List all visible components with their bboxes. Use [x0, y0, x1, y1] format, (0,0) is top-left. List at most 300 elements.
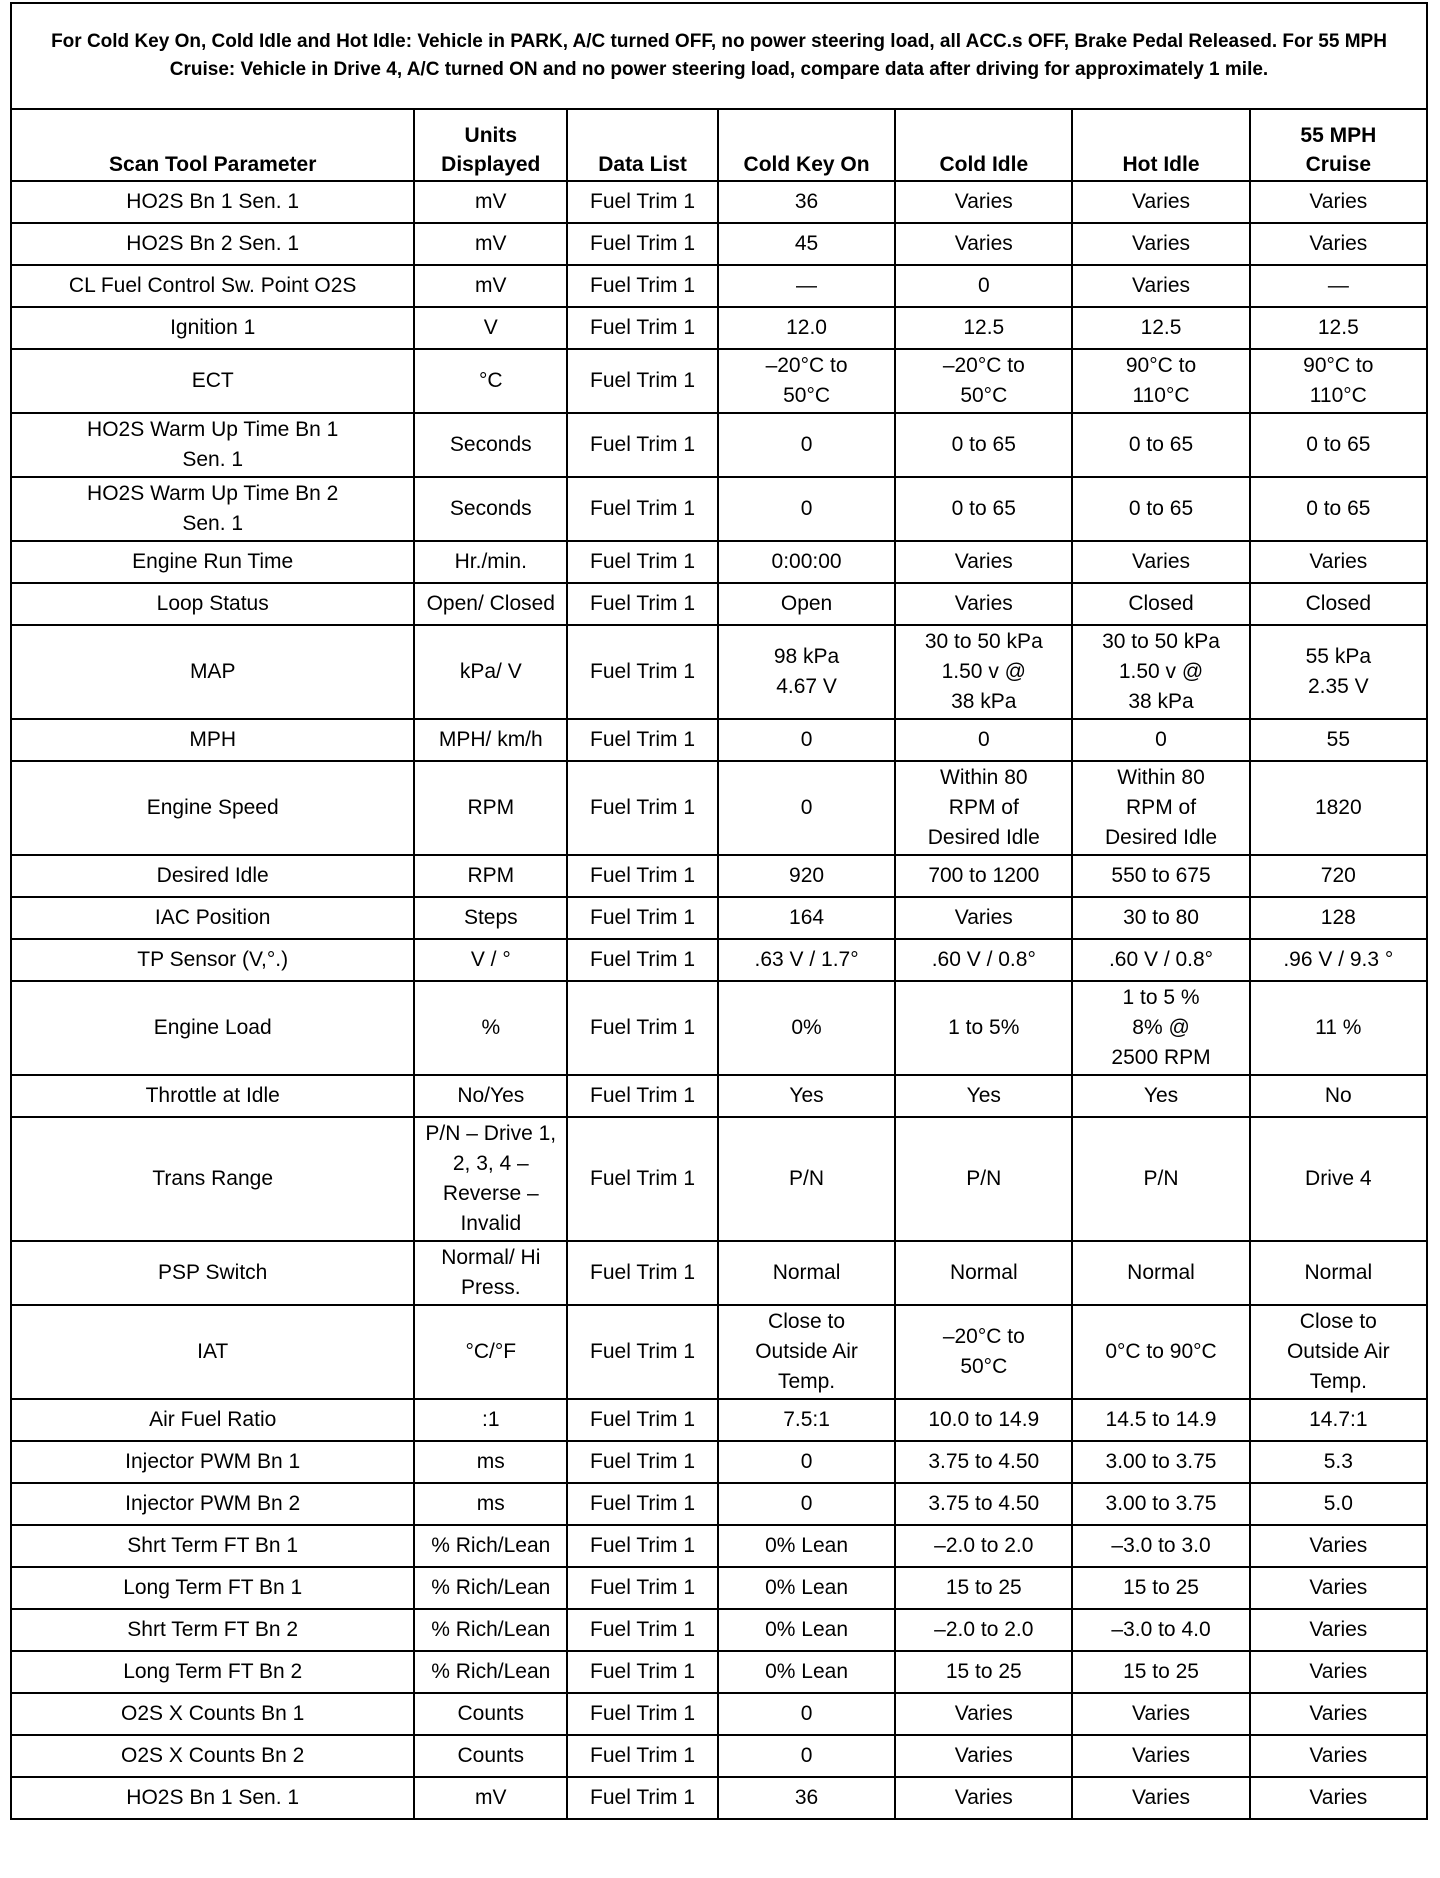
cell-text: 0	[800, 1702, 813, 1725]
cell-text: 15 to 25	[1123, 1576, 1199, 1599]
cell-text: Hr./min.	[454, 550, 527, 573]
cell-text: Fuel Trim 1	[590, 660, 696, 683]
cell-text: .60 V / 0.8°	[1108, 948, 1214, 971]
cell-data-list	[567, 761, 718, 855]
cell-text: Long Term FT Bn 1	[123, 1576, 303, 1599]
cell-cold-key-on	[718, 1117, 895, 1241]
cell-text: –2.0 to 2.0	[934, 1618, 1034, 1641]
cell-text: –20°C to 50°C	[942, 1325, 1025, 1378]
cell-text: 14.7:1	[1309, 1408, 1368, 1431]
cell-text: Varies	[1309, 190, 1368, 213]
cell-text: 0% Lean	[765, 1576, 848, 1599]
table-row	[11, 625, 1427, 719]
cell-units	[414, 1483, 567, 1525]
cell-cruise-55mph	[1250, 1651, 1427, 1693]
cell-data-list	[567, 477, 718, 541]
cell-cold-idle	[895, 1609, 1072, 1651]
cell-text: Fuel Trim 1	[590, 1576, 696, 1599]
cell-units	[414, 1399, 567, 1441]
cell-text: Fuel Trim 1	[590, 433, 696, 456]
cell-cold-key-on	[718, 1483, 895, 1525]
cell-data-list	[567, 1117, 718, 1241]
cell-text: Fuel Trim 1	[590, 592, 696, 615]
cell-text: –20°C to 50°C	[765, 354, 848, 407]
cell-text: –3.0 to 4.0	[1111, 1618, 1211, 1641]
cell-cold-key-on	[718, 349, 895, 413]
cell-text: Fuel Trim 1	[590, 550, 696, 573]
cell-cold-idle	[895, 939, 1072, 981]
cell-text: Engine Speed	[146, 796, 279, 819]
cell-parameter	[11, 719, 414, 761]
cell-units	[414, 1651, 567, 1693]
cell-cold-idle	[895, 1241, 1072, 1305]
cell-text: HO2S Warm Up Time Bn 2 Sen. 1	[87, 482, 339, 535]
cell-parameter	[11, 583, 414, 625]
cell-text: RPM	[467, 864, 515, 887]
cell-text: 15 to 25	[945, 1576, 1022, 1599]
cell-text: Closed	[1128, 592, 1194, 615]
cell-parameter	[11, 1651, 414, 1693]
cell-text: RPM	[467, 796, 515, 819]
cell-text: Varies	[954, 1786, 1013, 1809]
cell-text: 550 to 675	[1111, 864, 1211, 887]
cell-text: 14.5 to 14.9	[1105, 1408, 1217, 1431]
cell-units	[414, 541, 567, 583]
cell-text: HO2S Bn 2 Sen. 1	[126, 232, 300, 255]
cell-hot-idle	[1072, 413, 1249, 477]
scan-tool-data-table	[10, 2, 1428, 1820]
cell-cold-key-on	[718, 1075, 895, 1117]
cell-cold-idle	[895, 223, 1072, 265]
cell-text: % Rich/Lean	[431, 1618, 551, 1641]
cell-hot-idle	[1072, 855, 1249, 897]
cell-text: Fuel Trim 1	[590, 497, 696, 520]
cell-units	[414, 1117, 567, 1241]
cell-text: 0	[800, 1450, 813, 1473]
cell-text: Within 80 RPM of Desired Idle	[1104, 766, 1218, 849]
cell-text: IAC Position	[154, 906, 271, 929]
cell-text: Fuel Trim 1	[590, 864, 696, 887]
cell-text: V / °	[470, 948, 511, 971]
cell-data-list	[567, 349, 718, 413]
cell-units	[414, 897, 567, 939]
cell-text: Varies	[1132, 190, 1190, 213]
cell-cold-key-on	[718, 897, 895, 939]
cell-text: 0 to 65	[951, 497, 1016, 520]
cell-cold-key-on	[718, 1609, 895, 1651]
cell-text: 0	[800, 433, 813, 456]
cell-data-list	[567, 981, 718, 1075]
cell-text: No/Yes	[457, 1084, 525, 1107]
cell-text: 12.0	[786, 316, 827, 339]
cell-units	[414, 223, 567, 265]
cell-cold-idle	[895, 719, 1072, 761]
cell-parameter	[11, 349, 414, 413]
cell-text: PSP Switch	[158, 1261, 268, 1284]
cell-hot-idle	[1072, 1609, 1249, 1651]
cell-data-list	[567, 1735, 718, 1777]
cell-parameter	[11, 307, 414, 349]
cell-text: °C	[479, 369, 503, 392]
cell-parameter	[11, 897, 414, 939]
cell-data-list	[567, 1483, 718, 1525]
cell-text: Fuel Trim 1	[590, 1016, 696, 1039]
cell-cold-key-on	[718, 583, 895, 625]
table-row	[11, 981, 1427, 1075]
cell-text: 0% Lean	[765, 1618, 848, 1641]
cell-units	[414, 477, 567, 541]
table-row	[11, 1305, 1427, 1399]
cell-text: Varies	[1132, 232, 1190, 255]
cell-text: Yes	[789, 1084, 824, 1107]
cell-cruise-55mph	[1250, 1399, 1427, 1441]
cell-parameter	[11, 855, 414, 897]
cell-text: 98 kPa 4.67 V	[773, 645, 840, 698]
table-row	[11, 181, 1427, 223]
cell-units	[414, 761, 567, 855]
cell-parameter	[11, 1693, 414, 1735]
cell-hot-idle	[1072, 1075, 1249, 1117]
cell-text: Varies	[1132, 1786, 1190, 1809]
cell-cold-key-on	[718, 1777, 895, 1819]
cell-text: CL Fuel Control Sw. Point O2S	[68, 274, 357, 297]
cell-text: mV	[475, 232, 507, 255]
cell-text: 36	[794, 190, 819, 213]
cell-hot-idle	[1072, 761, 1249, 855]
cell-cold-key-on	[718, 1567, 895, 1609]
cell-units	[414, 855, 567, 897]
cell-cruise-55mph	[1250, 265, 1427, 307]
cell-hot-idle	[1072, 541, 1249, 583]
cell-text: .96 V / 9.3 °	[1283, 948, 1394, 971]
cell-cruise-55mph	[1250, 413, 1427, 477]
cell-text: —	[796, 274, 818, 297]
cell-data-list	[567, 413, 718, 477]
cell-units	[414, 413, 567, 477]
cell-cold-key-on	[718, 413, 895, 477]
cell-text: 0°C to 90°C	[1105, 1340, 1217, 1363]
cell-cold-idle	[895, 181, 1072, 223]
cell-text: .60 V / 0.8°	[931, 948, 1036, 971]
cell-hot-idle	[1072, 1399, 1249, 1441]
cell-text: Fuel Trim 1	[590, 1786, 696, 1809]
cell-cold-key-on	[718, 181, 895, 223]
cell-cold-key-on	[718, 981, 895, 1075]
cell-text: 30 to 80	[1123, 906, 1199, 929]
cell-text: Close to Outside Air Temp.	[755, 1310, 858, 1393]
cell-text: Fuel Trim 1	[590, 190, 696, 213]
cell-text: Shrt Term FT Bn 2	[127, 1618, 299, 1641]
cell-cold-key-on	[718, 223, 895, 265]
cell-cold-key-on	[718, 1399, 895, 1441]
table-row	[11, 719, 1427, 761]
cell-text: 90°C to 110°C	[1303, 354, 1374, 407]
cell-hot-idle	[1072, 1117, 1249, 1241]
cell-data-list	[567, 719, 718, 761]
cell-text: MPH/ km/h	[438, 728, 543, 751]
cell-text: Air Fuel Ratio	[149, 1408, 277, 1431]
cell-text: Normal	[1127, 1261, 1195, 1284]
cell-cold-key-on	[718, 265, 895, 307]
cell-data-list	[567, 1693, 718, 1735]
cell-cruise-55mph	[1250, 939, 1427, 981]
table-row	[11, 223, 1427, 265]
cell-data-list	[567, 223, 718, 265]
cell-text: No	[1324, 1084, 1352, 1107]
table-row	[11, 1241, 1427, 1305]
cell-parameter	[11, 1241, 414, 1305]
cell-data-list	[567, 1567, 718, 1609]
cell-cold-key-on	[718, 1305, 895, 1399]
cell-hot-idle	[1072, 265, 1249, 307]
cell-text: 0% Lean	[765, 1660, 848, 1683]
table-row	[11, 1651, 1427, 1693]
cell-cold-idle	[895, 413, 1072, 477]
cell-text: :1	[482, 1408, 500, 1431]
cell-cruise-55mph	[1250, 1305, 1427, 1399]
cell-text: %	[481, 1016, 501, 1039]
cell-text: –20°C to 50°C	[942, 354, 1025, 407]
test-conditions-note: For Cold Key On, Cold Idle and Hot Idle: Vehicle in PARK, A/C turned OFF, no power steering load, all ACC.s OFF, Brake Pedal Released. For 55 MPH Cruise: Vehicle in Drive 4, A/C turned ON and no power steering load, compare data after driving for approximately 1 mile.	[11, 3, 1427, 109]
table-row	[11, 939, 1427, 981]
cell-units	[414, 349, 567, 413]
cell-cold-key-on	[718, 1525, 895, 1567]
cell-cruise-55mph	[1250, 541, 1427, 583]
cell-text: P/N	[966, 1167, 1002, 1190]
column-header-units	[414, 109, 567, 181]
table-row	[11, 265, 1427, 307]
cell-cruise-55mph	[1250, 477, 1427, 541]
cell-text: Fuel Trim 1	[590, 906, 696, 929]
cell-text: Counts	[457, 1702, 525, 1725]
cell-text: 1820	[1314, 796, 1362, 819]
cell-units	[414, 719, 567, 761]
cell-cold-idle	[895, 1651, 1072, 1693]
cell-text: Varies	[1132, 550, 1190, 573]
cell-text: Yes	[1143, 1084, 1179, 1107]
table-row	[11, 307, 1427, 349]
cell-text: 0	[977, 274, 990, 297]
cell-cruise-55mph	[1250, 181, 1427, 223]
cell-text: 45	[794, 232, 819, 255]
cell-cruise-55mph	[1250, 1777, 1427, 1819]
cell-hot-idle	[1072, 1735, 1249, 1777]
cell-text: % Rich/Lean	[431, 1660, 551, 1683]
cell-text: Closed	[1305, 592, 1371, 615]
cell-text: Normal	[1304, 1261, 1373, 1284]
cell-cold-idle	[895, 583, 1072, 625]
cell-parameter	[11, 981, 414, 1075]
cell-text: ms	[476, 1492, 505, 1515]
cell-data-list	[567, 1777, 718, 1819]
cell-text: Varies	[954, 906, 1013, 929]
cell-text: Fuel Trim 1	[590, 1534, 696, 1557]
cell-units	[414, 1777, 567, 1819]
cell-text: kPa/ V	[459, 660, 522, 683]
cell-text: 0% Lean	[765, 1534, 848, 1557]
cell-text: IAT	[197, 1340, 229, 1363]
cell-cold-key-on	[718, 1735, 895, 1777]
cell-text: % Rich/Lean	[431, 1534, 551, 1557]
cell-hot-idle	[1072, 477, 1249, 541]
cell-text: Varies	[954, 550, 1013, 573]
cell-text: 0%	[791, 1016, 822, 1039]
cell-text: Throttle at Idle	[145, 1084, 280, 1107]
cell-text: Fuel Trim 1	[590, 1744, 696, 1767]
table-row	[11, 1567, 1427, 1609]
cell-text: Loop Status	[156, 592, 269, 615]
cell-cruise-55mph	[1250, 981, 1427, 1075]
cell-data-list	[567, 939, 718, 981]
cell-parameter	[11, 1441, 414, 1483]
cell-text: 3.00 to 3.75	[1105, 1450, 1217, 1473]
note-row	[11, 3, 1427, 109]
cell-cold-key-on	[718, 719, 895, 761]
cell-cruise-55mph	[1250, 719, 1427, 761]
column-header-label: Scan Tool Parameter	[109, 153, 317, 176]
cell-text: 5.0	[1323, 1492, 1353, 1515]
cell-units	[414, 1567, 567, 1609]
cell-cold-idle	[895, 1777, 1072, 1819]
cell-data-list	[567, 265, 718, 307]
cell-cruise-55mph	[1250, 625, 1427, 719]
cell-text: 0:00:00	[771, 550, 842, 573]
cell-data-list	[567, 625, 718, 719]
cell-text: % Rich/Lean	[431, 1576, 551, 1599]
cell-text: 700 to 1200	[928, 864, 1040, 887]
cell-cold-idle	[895, 477, 1072, 541]
column-header-label: Units Displayed	[441, 124, 541, 176]
cell-hot-idle	[1072, 583, 1249, 625]
cell-cold-key-on	[718, 625, 895, 719]
cell-parameter	[11, 477, 414, 541]
cell-text: Fuel Trim 1	[590, 1492, 696, 1515]
cell-text: ECT	[191, 369, 234, 392]
cell-text: Open/ Closed	[426, 592, 555, 615]
cell-cruise-55mph	[1250, 1441, 1427, 1483]
cell-cruise-55mph	[1250, 583, 1427, 625]
cell-text: 0 to 65	[1306, 497, 1371, 520]
cell-text: 3.00 to 3.75	[1105, 1492, 1217, 1515]
cell-text: Varies	[1309, 1660, 1368, 1683]
cell-text: Varies	[1309, 550, 1368, 573]
cell-text: mV	[475, 190, 507, 213]
cell-text: Varies	[1132, 1702, 1190, 1725]
cell-text: HO2S Bn 1 Sen. 1	[126, 1786, 300, 1809]
cell-parameter	[11, 1525, 414, 1567]
cell-data-list	[567, 855, 718, 897]
cell-units	[414, 1305, 567, 1399]
cell-units	[414, 1525, 567, 1567]
cell-text: Fuel Trim 1	[590, 232, 696, 255]
cell-cold-key-on	[718, 1651, 895, 1693]
cell-data-list	[567, 583, 718, 625]
cell-text: Varies	[954, 1702, 1013, 1725]
cell-text: 0	[800, 796, 813, 819]
cell-cold-key-on	[718, 541, 895, 583]
cell-units	[414, 939, 567, 981]
cell-text: .63 V / 1.7°	[754, 948, 859, 971]
cell-cold-idle	[895, 1441, 1072, 1483]
cell-text: Seconds	[449, 433, 532, 456]
cell-text: Within 80 RPM of Desired Idle	[927, 766, 1040, 849]
column-header-label: Hot Idle	[1122, 153, 1200, 176]
cell-hot-idle	[1072, 1241, 1249, 1305]
cell-text: 30 to 50 kPa 1.50 v @ 38 kPa	[1102, 630, 1220, 713]
cell-units	[414, 981, 567, 1075]
cell-units	[414, 625, 567, 719]
cell-units	[414, 1609, 567, 1651]
cell-text: Varies	[1309, 1618, 1368, 1641]
cell-text: 55 kPa 2.35 V	[1305, 645, 1372, 698]
cell-text: Varies	[1309, 1786, 1368, 1809]
cell-text: Fuel Trim 1	[590, 1408, 696, 1431]
column-header-label: Cold Idle	[939, 153, 1029, 176]
cell-text: 0	[800, 728, 813, 751]
cell-text: Fuel Trim 1	[590, 948, 696, 971]
cell-hot-idle	[1072, 1651, 1249, 1693]
cell-text: MAP	[189, 660, 236, 683]
column-header-parameter	[11, 109, 414, 181]
cell-parameter	[11, 181, 414, 223]
cell-cold-key-on	[718, 855, 895, 897]
cell-parameter	[11, 413, 414, 477]
cell-parameter	[11, 1117, 414, 1241]
cell-text: Varies	[1132, 274, 1190, 297]
cell-parameter	[11, 1483, 414, 1525]
cell-text: –2.0 to 2.0	[934, 1534, 1034, 1557]
cell-text: 0	[1155, 728, 1167, 751]
cell-units	[414, 1735, 567, 1777]
cell-text: Varies	[1309, 1534, 1368, 1557]
cell-cruise-55mph	[1250, 223, 1427, 265]
cell-text: 5.3	[1323, 1450, 1353, 1473]
cell-text: P/N	[789, 1167, 825, 1190]
cell-parameter	[11, 761, 414, 855]
cell-text: Counts	[457, 1744, 525, 1767]
cell-hot-idle	[1072, 981, 1249, 1075]
cell-text: Fuel Trim 1	[590, 274, 696, 297]
table-row	[11, 477, 1427, 541]
cell-text: 0	[977, 728, 990, 751]
cell-hot-idle	[1072, 719, 1249, 761]
cell-cold-idle	[895, 981, 1072, 1075]
cell-hot-idle	[1072, 349, 1249, 413]
cell-parameter	[11, 1567, 414, 1609]
cell-cold-idle	[895, 1399, 1072, 1441]
cell-cold-idle	[895, 1305, 1072, 1399]
cell-text: Close to Outside Air Temp.	[1286, 1310, 1390, 1393]
cell-units	[414, 1441, 567, 1483]
cell-parameter	[11, 223, 414, 265]
cell-data-list	[567, 1241, 718, 1305]
cell-text: –3.0 to 3.0	[1111, 1534, 1211, 1557]
cell-cruise-55mph	[1250, 1075, 1427, 1117]
cell-text: 15 to 25	[945, 1660, 1022, 1683]
cell-text: Varies	[954, 592, 1013, 615]
cell-cruise-55mph	[1250, 1609, 1427, 1651]
cell-cold-key-on	[718, 477, 895, 541]
cell-cruise-55mph	[1250, 897, 1427, 939]
cell-text: Fuel Trim 1	[590, 1702, 696, 1725]
cell-text: 11 %	[1315, 1016, 1362, 1039]
cell-hot-idle	[1072, 1567, 1249, 1609]
table-row	[11, 761, 1427, 855]
cell-text: 1 to 5%	[948, 1016, 1020, 1039]
cell-text: 0	[800, 1492, 813, 1515]
cell-text: P/N	[1143, 1167, 1179, 1190]
cell-text: Open	[780, 592, 833, 615]
